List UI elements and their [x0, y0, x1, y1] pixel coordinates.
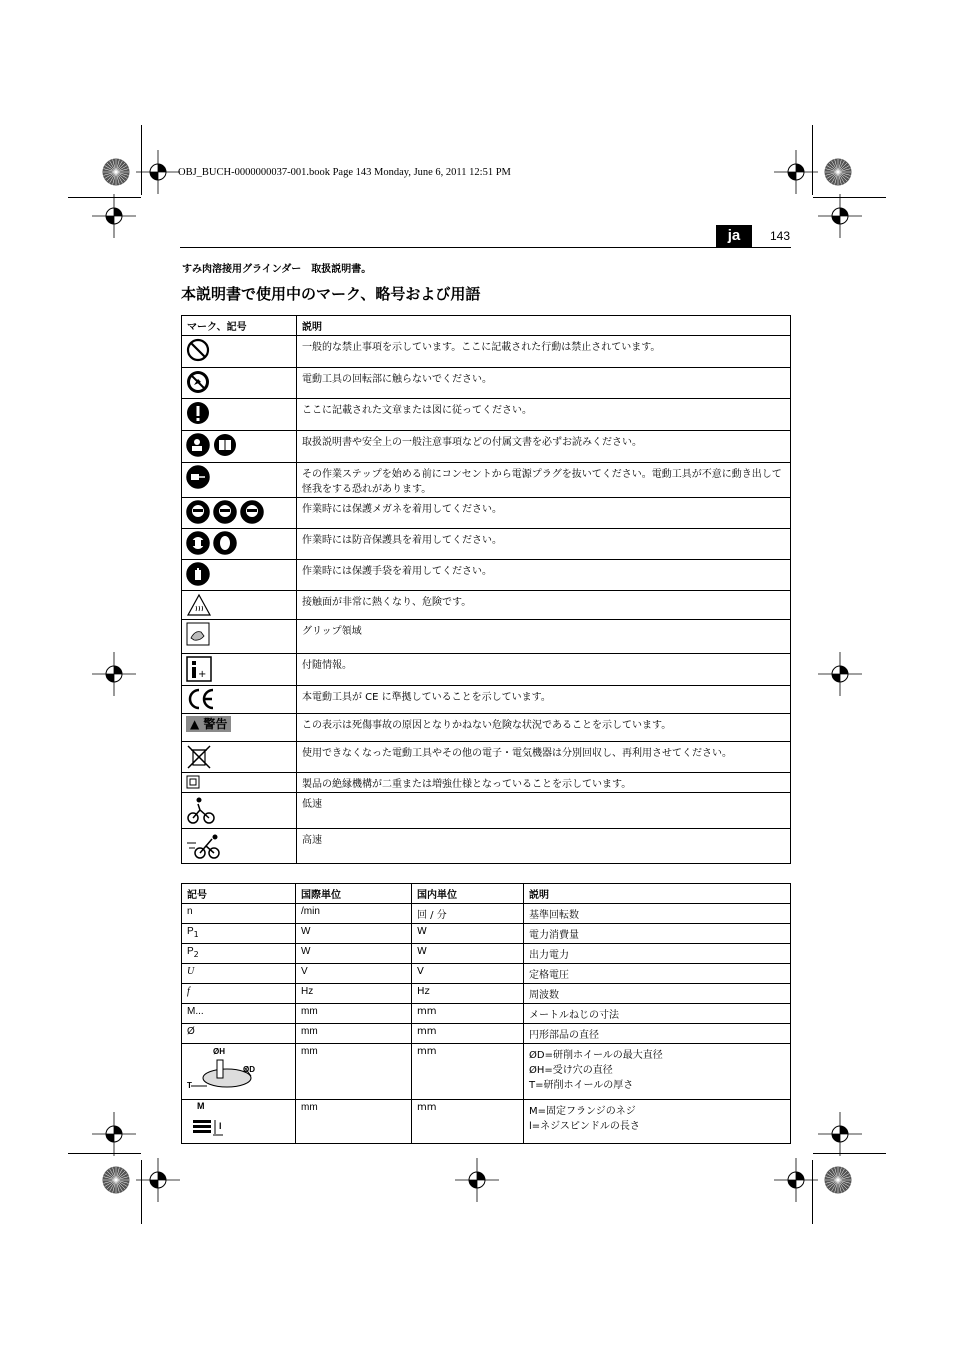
color-target-mark — [102, 1166, 130, 1198]
ear-protection-icon — [186, 531, 240, 542]
low-speed-icon — [186, 795, 219, 806]
unit-row — [182, 964, 791, 984]
read-manual-icon — [186, 433, 240, 444]
symbol-cell — [182, 560, 297, 591]
color-target-mark — [824, 1166, 852, 1198]
description-line: ØD=研削ホイールの最大直径 — [529, 1050, 663, 1061]
national-unit: W — [412, 944, 524, 964]
description-line: メートルねじの寸法 — [529, 1010, 619, 1021]
symbol-text: U — [187, 966, 195, 977]
symbol-cell — [182, 686, 297, 714]
si-unit: V — [296, 964, 412, 984]
description-line: T=研削ホイールの厚さ — [529, 1080, 634, 1091]
symbol-row — [182, 463, 791, 498]
symbol-description: 作業時には保護手袋を着用してください。 — [297, 560, 791, 591]
ce-mark-icon — [186, 688, 219, 699]
trim-line — [813, 1153, 886, 1154]
symbol-cell — [182, 654, 297, 686]
color-target-mark — [102, 158, 130, 190]
column-header-description: 説明 — [297, 316, 791, 336]
symbol-description: この表示は死傷事故の原因となりかねない危険な状況であることを示しています。 — [297, 714, 791, 742]
si-unit: mm — [296, 1044, 412, 1100]
si-unit: mm — [296, 1004, 412, 1024]
symbol-row — [182, 560, 791, 591]
symbol-subscript: 2 — [193, 950, 199, 959]
national-unit: mm — [412, 1004, 524, 1024]
unit-row — [182, 1004, 791, 1024]
unit-symbol — [182, 1024, 296, 1044]
si-unit: W — [296, 924, 412, 944]
unit-description — [524, 944, 791, 964]
page-number: 143 — [770, 229, 791, 243]
hot-surface-icon — [186, 593, 215, 604]
crosshair-mark — [136, 1158, 180, 1206]
symbol-row — [182, 529, 791, 560]
symbol-row — [182, 620, 791, 654]
symbol-row — [182, 742, 791, 773]
description-line: 出力電力 — [529, 950, 569, 961]
column-header-mark: マーク、記号 — [182, 316, 297, 336]
unit-row — [182, 984, 791, 1004]
manual-subtitle: すみ肉溶接用グラインダー 取扱説明書。 — [182, 264, 372, 275]
symbol-description: 製品の絶縁機構が二重または増強仕様となっていることを示しています。 — [297, 773, 791, 793]
unplug-icon — [186, 465, 213, 476]
fig-label-m: M — [197, 1101, 205, 1111]
unit-description — [524, 1044, 791, 1100]
description-line: l=ネジスピンドルの長さ — [529, 1121, 640, 1132]
symbol-cell — [182, 829, 297, 864]
symbol-description: 作業時には保護メガネを着用してください。 — [297, 498, 791, 529]
national-unit: Hz — [412, 984, 524, 1004]
unit-description — [524, 964, 791, 984]
symbol-description: 低速 — [297, 793, 791, 829]
unit-symbol — [182, 924, 296, 944]
unit-row — [182, 944, 791, 964]
trim-line — [141, 1160, 142, 1224]
trim-line — [813, 197, 886, 198]
section-title: 本説明書で使用中のマーク、略号および用語 — [181, 285, 481, 303]
exclamation-icon — [186, 401, 213, 412]
column-header-description: 説明 — [524, 884, 791, 904]
unit-row — [182, 1100, 791, 1144]
column-header-national-unit: 国内単位 — [412, 884, 524, 904]
language-badge: ja — [716, 225, 752, 247]
national-unit: mm — [412, 1044, 524, 1100]
symbols-header-row — [182, 316, 791, 336]
symbol-row — [182, 498, 791, 529]
symbol-cell — [182, 431, 297, 463]
unit-row — [182, 1044, 791, 1100]
si-unit: mm — [296, 1024, 412, 1044]
unit-description — [524, 984, 791, 1004]
unit-symbol — [182, 1004, 296, 1024]
symbol-text: P — [187, 926, 194, 937]
si-unit: Hz — [296, 984, 412, 1004]
symbol-row — [182, 793, 791, 829]
units-table — [181, 883, 791, 1144]
symbol-text: f — [187, 986, 190, 997]
symbol-subscript: 1 — [193, 930, 199, 939]
crosshair-mark — [818, 652, 862, 700]
description-line: M=固定フランジのネジ — [529, 1106, 636, 1117]
gloves-icon — [186, 562, 213, 573]
unit-description — [524, 1024, 791, 1044]
file-info-line: OBJ_BUCH-0000000037-001.book Page 143 Monday, June 6, 2011 12:51 PM — [178, 167, 511, 178]
eye-protection-icon — [186, 500, 267, 511]
crosshair-mark — [818, 194, 862, 242]
symbol-description: グリップ領域 — [297, 620, 791, 654]
symbols-table — [181, 315, 791, 864]
symbol-row — [182, 431, 791, 463]
trim-line — [812, 125, 813, 195]
unit-symbol — [182, 984, 296, 1004]
unit-symbol — [182, 1044, 296, 1100]
symbol-cell — [182, 742, 297, 773]
crosshair-mark — [92, 652, 136, 700]
double-insulation-icon — [186, 775, 203, 786]
symbol-row — [182, 686, 791, 714]
symbol-description: 付随情報。 — [297, 654, 791, 686]
symbol-cell — [182, 591, 297, 620]
unit-description — [524, 1004, 791, 1024]
header-rule — [180, 247, 791, 248]
symbol-text: Ø — [187, 1026, 195, 1037]
units-header-row — [182, 884, 791, 904]
si-unit: /min — [296, 904, 412, 924]
color-target-mark — [824, 158, 852, 190]
si-unit: mm — [296, 1100, 412, 1144]
trim-line — [812, 1160, 813, 1224]
symbol-description: 高速 — [297, 829, 791, 864]
weee-bin-icon — [186, 744, 215, 755]
symbol-cell — [182, 336, 297, 368]
symbol-description: 取扱説明書や安全上の一般注意事項などの付属文書を必ずお読みください。 — [297, 431, 791, 463]
fig-label-oh: ØH — [213, 1047, 225, 1056]
unit-description — [524, 924, 791, 944]
symbol-row — [182, 829, 791, 864]
unit-description — [524, 904, 791, 924]
symbol-row — [182, 591, 791, 620]
trim-line — [141, 125, 142, 195]
unit-symbol — [182, 1100, 296, 1144]
fig-label-l: l — [219, 1121, 222, 1131]
symbol-row — [182, 714, 791, 742]
national-unit: mm — [412, 1024, 524, 1044]
warning-label-text: 警告 — [203, 717, 228, 731]
symbol-cell — [182, 463, 297, 498]
column-header-si-unit: 国際単位 — [296, 884, 412, 904]
crosshair-mark — [92, 194, 136, 242]
warning-label-icon: ▲ 警告 — [186, 716, 231, 732]
unit-symbol — [182, 944, 296, 964]
symbol-cell — [182, 773, 297, 793]
crosshair-mark — [455, 1158, 499, 1206]
description-line: 電力消費量 — [529, 930, 579, 941]
unit-row — [182, 924, 791, 944]
symbol-text: n — [187, 906, 193, 917]
description-line: 周波数 — [529, 990, 559, 1001]
national-unit: mm — [412, 1100, 524, 1144]
symbol-cell — [182, 620, 297, 654]
prohibition-icon — [186, 338, 213, 349]
symbol-cell — [182, 399, 297, 431]
symbol-description: ここに記載された文章または図に従ってください。 — [297, 399, 791, 431]
si-unit: W — [296, 944, 412, 964]
fig-label-od: ØD — [243, 1065, 255, 1074]
crosshair-mark — [136, 150, 180, 198]
symbol-cell — [182, 793, 297, 829]
symbol-row — [182, 368, 791, 399]
trim-line — [68, 197, 141, 198]
symbol-description: 接触面が非常に熱くなり、危険です。 — [297, 591, 791, 620]
unit-description — [524, 1100, 791, 1144]
symbol-cell — [182, 714, 297, 742]
symbol-row — [182, 336, 791, 368]
symbol-description: その作業ステップを始める前にコンセントから電源プラグを抜いてください。電動工具が不意に動き出して怪我をする恐れがあります。 — [297, 463, 791, 498]
description-line: 定格電圧 — [529, 970, 569, 981]
symbol-description: 使用できなくなった電動工具やその他の電子・電気機器は分別回収し、再利用させてください。 — [297, 742, 791, 773]
svg-text:+: + — [198, 669, 207, 680]
national-unit: W — [412, 924, 524, 944]
unit-row — [182, 904, 791, 924]
description-line: 基準回転数 — [529, 910, 579, 921]
symbol-description: 電動工具の回転部に触らないでください。 — [297, 368, 791, 399]
wheel-dimension-figure — [187, 1046, 267, 1094]
column-header-symbol: 記号 — [182, 884, 296, 904]
description-line: ØH=受け穴の直径 — [529, 1065, 613, 1076]
national-unit: 回 / 分 — [412, 904, 524, 924]
symbol-row — [182, 654, 791, 686]
symbol-text: M... — [187, 1006, 204, 1017]
symbol-description: 本電動工具が CE に準拠していることを示しています。 — [297, 686, 791, 714]
trim-line — [68, 1153, 141, 1154]
symbol-cell — [182, 368, 297, 399]
symbol-description: 作業時には防音保護具を着用してください。 — [297, 529, 791, 560]
info-icon — [186, 656, 215, 680]
symbol-cell — [182, 498, 297, 529]
high-speed-icon — [186, 831, 225, 842]
national-unit: V — [412, 964, 524, 984]
no-touch-rotating-icon — [186, 370, 213, 381]
fig-label-t: T — [187, 1081, 192, 1090]
grip-area-icon — [186, 622, 213, 633]
flange-thread-figure — [187, 1102, 247, 1138]
unit-symbol — [182, 964, 296, 984]
symbol-description: 一般的な禁止事項を示しています。ここに記載された行動は禁止されています。 — [297, 336, 791, 368]
description-line: 円形部品の直径 — [529, 1030, 599, 1041]
unit-row — [182, 1024, 791, 1044]
symbol-cell — [182, 529, 297, 560]
unit-symbol — [182, 904, 296, 924]
symbol-row — [182, 773, 791, 793]
symbol-row — [182, 399, 791, 431]
symbol-text: P — [187, 946, 194, 957]
